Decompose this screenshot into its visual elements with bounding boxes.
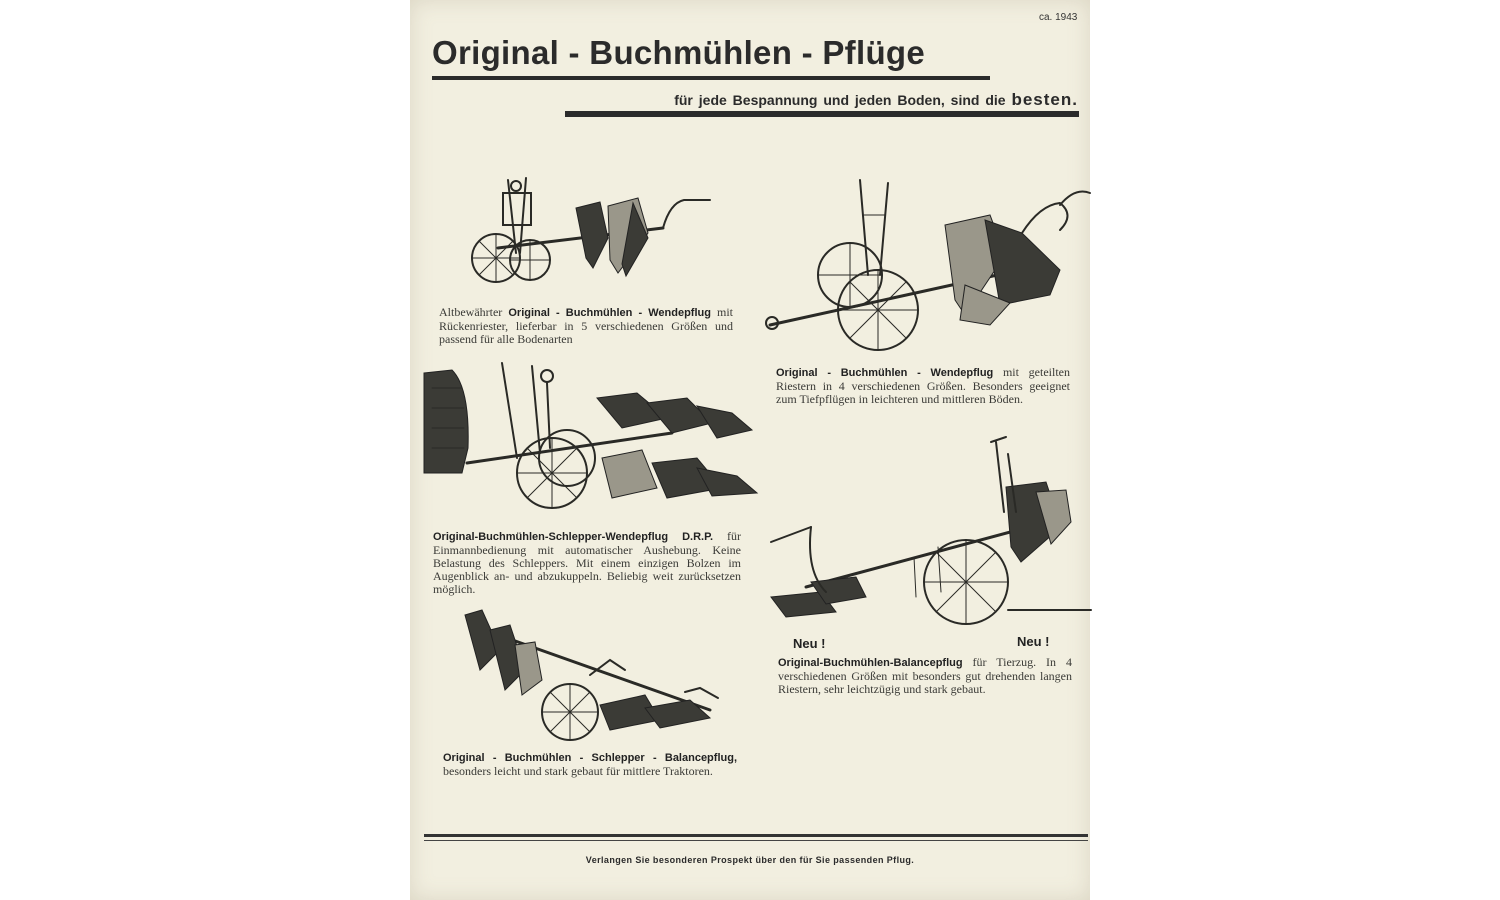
product-5-text: besonders leicht und stark gebaut für mittlere Traktoren. — [443, 764, 713, 778]
schlepper-balancepflug-illustration — [460, 600, 725, 745]
product-1-lead: Altbewährter — [439, 305, 503, 319]
product-4-text: für Tierzug. In 4 verschiedenen Größen mit besonders gut drehenden langen Riestern, sehr leichtzügig und stark gebaut. — [778, 655, 1072, 696]
product-2-text: mit geteilten Riestern in 4 verschiedenen Größen. Besonders geeignet zum Tiefpflügen in leichteren und mittleren Böden. — [776, 365, 1070, 406]
product-4-description — [778, 656, 1072, 696]
product-2-name: Original - Buchmühlen - Wendepflug — [776, 367, 994, 379]
date-note: ca. 1943 — [1039, 12, 1078, 23]
product-3-description — [433, 530, 741, 596]
product-5-name: Original - Buchmühlen - Schlepper - Balancepflug, — [443, 752, 737, 764]
advertisement-sheet — [410, 0, 1090, 900]
schlepper-wendepflug-illustration — [422, 358, 752, 518]
footer-rule-thick — [424, 834, 1088, 837]
wendepflug-geteilte-riester-illustration — [760, 175, 1090, 355]
product-1-text: mit Rückenriester, lieferbar in 5 verschiedenen Größen und passend für alle Bodenarten — [439, 305, 734, 346]
product-1-description — [439, 306, 733, 346]
product-2-description — [776, 366, 1070, 406]
new-badge-left: Neu ! — [793, 636, 826, 651]
page-subtitle — [674, 90, 1078, 110]
title-underline — [432, 76, 990, 80]
footer-rule-thin — [424, 840, 1088, 841]
new-badge-right: Neu ! — [1017, 634, 1050, 649]
subtitle-emphasis: besten. — [1011, 90, 1078, 109]
balancepflug-illustration — [766, 432, 1086, 632]
subtitle-text: für jede Bespannung und jeden Boden, sind die — [674, 92, 1006, 108]
product-5-description — [443, 751, 737, 778]
product-4-name: Original-Buchmühlen-Balancepflug — [778, 657, 963, 669]
wendepflug-plow-illustration — [458, 168, 718, 293]
footer-note: Verlangen Sie besonderen Prospekt über den für Sie passenden Pflug. — [585, 855, 915, 865]
subtitle-underline — [565, 111, 1079, 117]
page-title: Original - Buchmühlen - Pflüge — [432, 34, 926, 71]
product-3-text: für Einmannbedienung mit automatischer Aushebung. Keine Belastung des Schleppers. Mit einem einzigen Bolzen im Augenblick an- und abzukuppeln. Beliebig weit zurücksetzen möglich. — [433, 529, 741, 596]
product-3-name: Original-Buchmühlen-Schlepper-Wendepflug D.R.P. — [433, 531, 714, 543]
product-1-name: Original - Buchmühlen - Wendepflug — [508, 307, 711, 319]
